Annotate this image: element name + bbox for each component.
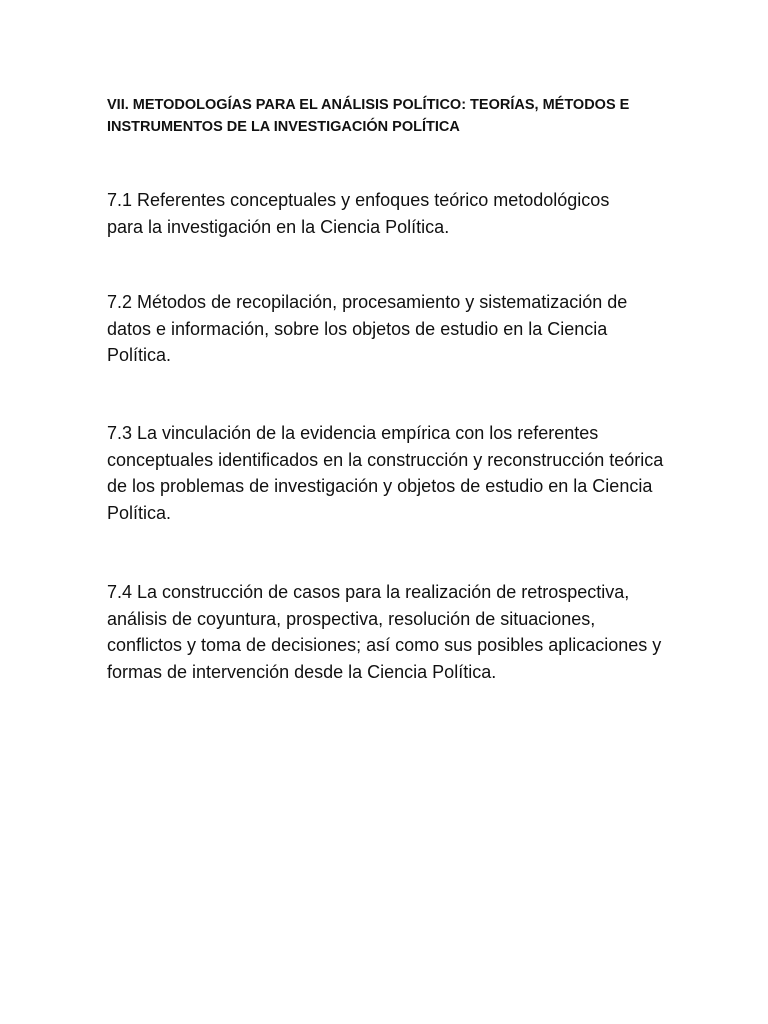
section-7-3: 7.3 La vinculación de la evidencia empírica con los referentes conceptuales identificados en la construcción y reconstrucción teórica de los problemas de investigación y objetos de estudio en la Ciencia Política. — [107, 423, 664, 523]
section-7-4: 7.4 La construcción de casos para la realización de retrospectiva, análisis de coyuntura, prospectiva, resolución de situaciones, conflictos y toma de decisiones; así como sus posibles aplicaciones y formas de intervención desde la Ciencia Política. — [107, 582, 662, 682]
section-7-2: 7.2 Métodos de recopilación, procesamiento y sistematización de datos e información, sobre los objetos de estudio en la Ciencia Política. — [107, 292, 628, 365]
document-title: VII. METODOLOGÍAS PARA EL ANÁLISIS POLÍTICO: TEORÍAS, MÉTODOS E INSTRUMENTOS DE LA INVESTIGACIÓN POLÍTICA — [107, 97, 630, 135]
section-7-1: 7.1 Referentes conceptuales y enfoques teórico metodológicos para la investigación en la Ciencia Política. — [107, 190, 610, 237]
